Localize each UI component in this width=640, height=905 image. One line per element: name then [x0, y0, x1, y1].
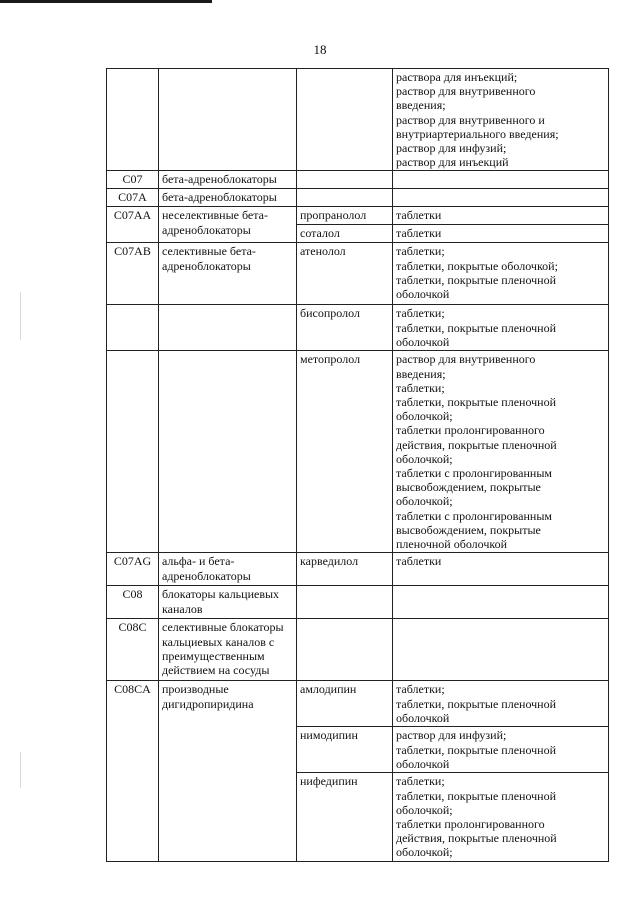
table-row: [107, 586, 609, 619]
table-row: [107, 305, 609, 351]
dosage-form-line: таблетки: [396, 208, 442, 223]
table-row: [107, 171, 609, 189]
group-line: каналов: [162, 601, 203, 616]
atc-code-cell: C08: [107, 586, 159, 619]
table-row: [107, 553, 609, 586]
forms-cell: [393, 586, 609, 619]
forms-cell: [393, 207, 609, 225]
dosage-form-line: внутриартериального введения;: [396, 126, 559, 141]
drug-cell: соталол: [297, 225, 393, 243]
group-line: бета-адреноблокаторы: [162, 172, 277, 187]
dosage-form-line: оболочкой;: [396, 845, 453, 860]
group-line: селективные бета-: [162, 244, 256, 259]
dosage-form-line: оболочкой: [396, 287, 450, 302]
group-line: селективные блокаторы: [162, 620, 284, 635]
group-cell: [159, 351, 297, 553]
dosage-form-line: таблетки, покрытые пленочной: [396, 788, 557, 803]
forms-cell: [393, 171, 609, 189]
dosage-form-line: раствор для внутривенного: [396, 352, 536, 367]
dosage-form-line: оболочкой;: [396, 451, 453, 466]
group-cell: [159, 619, 297, 681]
group-line: действием на сосуды: [162, 663, 270, 678]
group-cell: [159, 171, 297, 189]
dosage-form-line: таблетки;: [396, 774, 445, 789]
group-line: бета-адреноблокаторы: [162, 190, 277, 205]
group-line: адреноблокаторы: [162, 222, 251, 237]
forms-cell: [393, 619, 609, 681]
dosage-form-line: таблетки, покрытые пленочной: [396, 272, 557, 287]
group-cell: [159, 586, 297, 619]
drug-cell: амлодипин: [297, 681, 393, 727]
dosage-form-line: таблетки пролонгированного: [396, 423, 545, 438]
table-row: [107, 681, 609, 727]
scan-margin-line: [20, 752, 21, 788]
forms-cell: [393, 189, 609, 207]
drug-cell: бисопролол: [297, 305, 393, 351]
group-cell: [159, 305, 297, 351]
group-cell: [159, 243, 297, 305]
dosage-form-line: оболочкой: [396, 710, 450, 725]
dosage-form-line: раствор для внутривенного: [396, 84, 536, 99]
atc-code-cell: [107, 305, 159, 351]
group-line: блокаторы кальциевых: [162, 587, 280, 602]
drug-cell: атенолол: [297, 243, 393, 305]
group-line: кальциевых каналов с: [162, 634, 275, 649]
dosage-form-line: таблетки, покрытые пленочной: [396, 696, 557, 711]
drug-cell: [297, 69, 393, 171]
forms-cell: [393, 351, 609, 553]
table-row: [107, 243, 609, 305]
dosage-form-line: оболочкой;: [396, 409, 453, 424]
table-row: [107, 189, 609, 207]
dosage-form-line: таблетки;: [396, 306, 445, 321]
drug-cell: метопролол: [297, 351, 393, 553]
atc-code-cell: C07AG: [107, 553, 159, 586]
group-line: дигидропиридина: [162, 696, 254, 711]
forms-cell: [393, 225, 609, 243]
drug-cell: нимодипин: [297, 727, 393, 773]
atc-code-cell: [107, 351, 159, 553]
forms-cell: [393, 553, 609, 586]
scan-margin-line: [20, 292, 21, 340]
forms-cell: [393, 69, 609, 171]
group-line: адреноблокаторы: [162, 568, 251, 583]
group-cell: [159, 553, 297, 586]
dosage-form-line: таблетки: [396, 226, 442, 241]
dosage-form-line: высвобождением, покрытые: [396, 480, 541, 495]
dosage-form-line: оболочкой;: [396, 494, 453, 509]
dosage-form-line: высвобождением, покрытые: [396, 522, 541, 537]
dosage-form-line: раствор для инъекций: [396, 155, 509, 170]
group-cell: [159, 207, 297, 243]
dosage-form-line: таблетки, покрытые оболочкой;: [396, 258, 558, 273]
dosage-form-line: действия, покрытые пленочной: [396, 437, 557, 452]
dosage-form-line: таблетки;: [396, 682, 445, 697]
forms-cell: [393, 727, 609, 773]
forms-cell: [393, 773, 609, 862]
atc-code-cell: C07A: [107, 189, 159, 207]
table-row: [107, 619, 609, 681]
atc-code-cell: C08C: [107, 619, 159, 681]
group-line: производные: [162, 682, 229, 697]
table-row: [107, 69, 609, 171]
group-line: альфа- и бета-: [162, 554, 235, 569]
dosage-form-line: таблетки, покрытые пленочной: [396, 742, 557, 757]
dosage-form-line: оболочкой;: [396, 802, 453, 817]
dosage-form-line: введения;: [396, 98, 446, 113]
dosage-form-line: раствор для инфузий;: [396, 141, 507, 156]
group-cell: [159, 69, 297, 171]
atc-code-cell: [107, 69, 159, 171]
atc-code-cell: C07AB: [107, 243, 159, 305]
atc-code-cell: C07AA: [107, 207, 159, 243]
dosage-form-line: таблетки, покрытые пленочной: [396, 320, 557, 335]
dosage-form-line: оболочкой: [396, 334, 450, 349]
table-row: [107, 351, 609, 553]
dosage-form-line: пленочной оболочкой: [396, 537, 508, 552]
group-line: адреноблокаторы: [162, 258, 251, 273]
group-cell: [159, 189, 297, 207]
drug-cell: карведилол: [297, 553, 393, 586]
group-cell: [159, 681, 297, 862]
dosage-form-line: таблетки;: [396, 244, 445, 259]
drug-cell: [297, 189, 393, 207]
drug-cell: [297, 586, 393, 619]
group-line: неселективные бета-: [162, 208, 268, 223]
dosage-form-line: раствор для инфузий;: [396, 728, 507, 743]
dosage-form-line: таблетки, покрытые пленочной: [396, 395, 557, 410]
forms-cell: [393, 681, 609, 727]
dosage-form-line: таблетки: [396, 554, 442, 569]
dosage-form-line: таблетки пролонгированного: [396, 817, 545, 832]
drug-cell: нифедипин: [297, 773, 393, 862]
group-line: преимущественным: [162, 648, 265, 663]
dosage-form-line: таблетки с пролонгированным: [396, 466, 553, 481]
atc-code-cell: C08CA: [107, 681, 159, 862]
scan-edge-bar: [0, 0, 212, 3]
dosage-form-line: таблетки с пролонгированным: [396, 508, 553, 523]
table-row: [107, 207, 609, 225]
forms-cell: [393, 305, 609, 351]
dosage-form-line: действия, покрытые пленочной: [396, 831, 557, 846]
drug-cell: [297, 171, 393, 189]
drug-cell: пропранолол: [297, 207, 393, 225]
drug-cell: [297, 619, 393, 681]
forms-cell: [393, 243, 609, 305]
dosage-form-line: оболочкой: [396, 756, 450, 771]
dosage-form-line: введения;: [396, 366, 446, 381]
drug-table: [106, 68, 609, 862]
atc-code-cell: C07: [107, 171, 159, 189]
dosage-form-line: раствор для внутривенного и: [396, 112, 545, 127]
dosage-form-line: раствора для инъекций;: [396, 70, 518, 84]
page-number: 18: [313, 42, 327, 57]
dosage-form-line: таблетки;: [396, 380, 445, 395]
